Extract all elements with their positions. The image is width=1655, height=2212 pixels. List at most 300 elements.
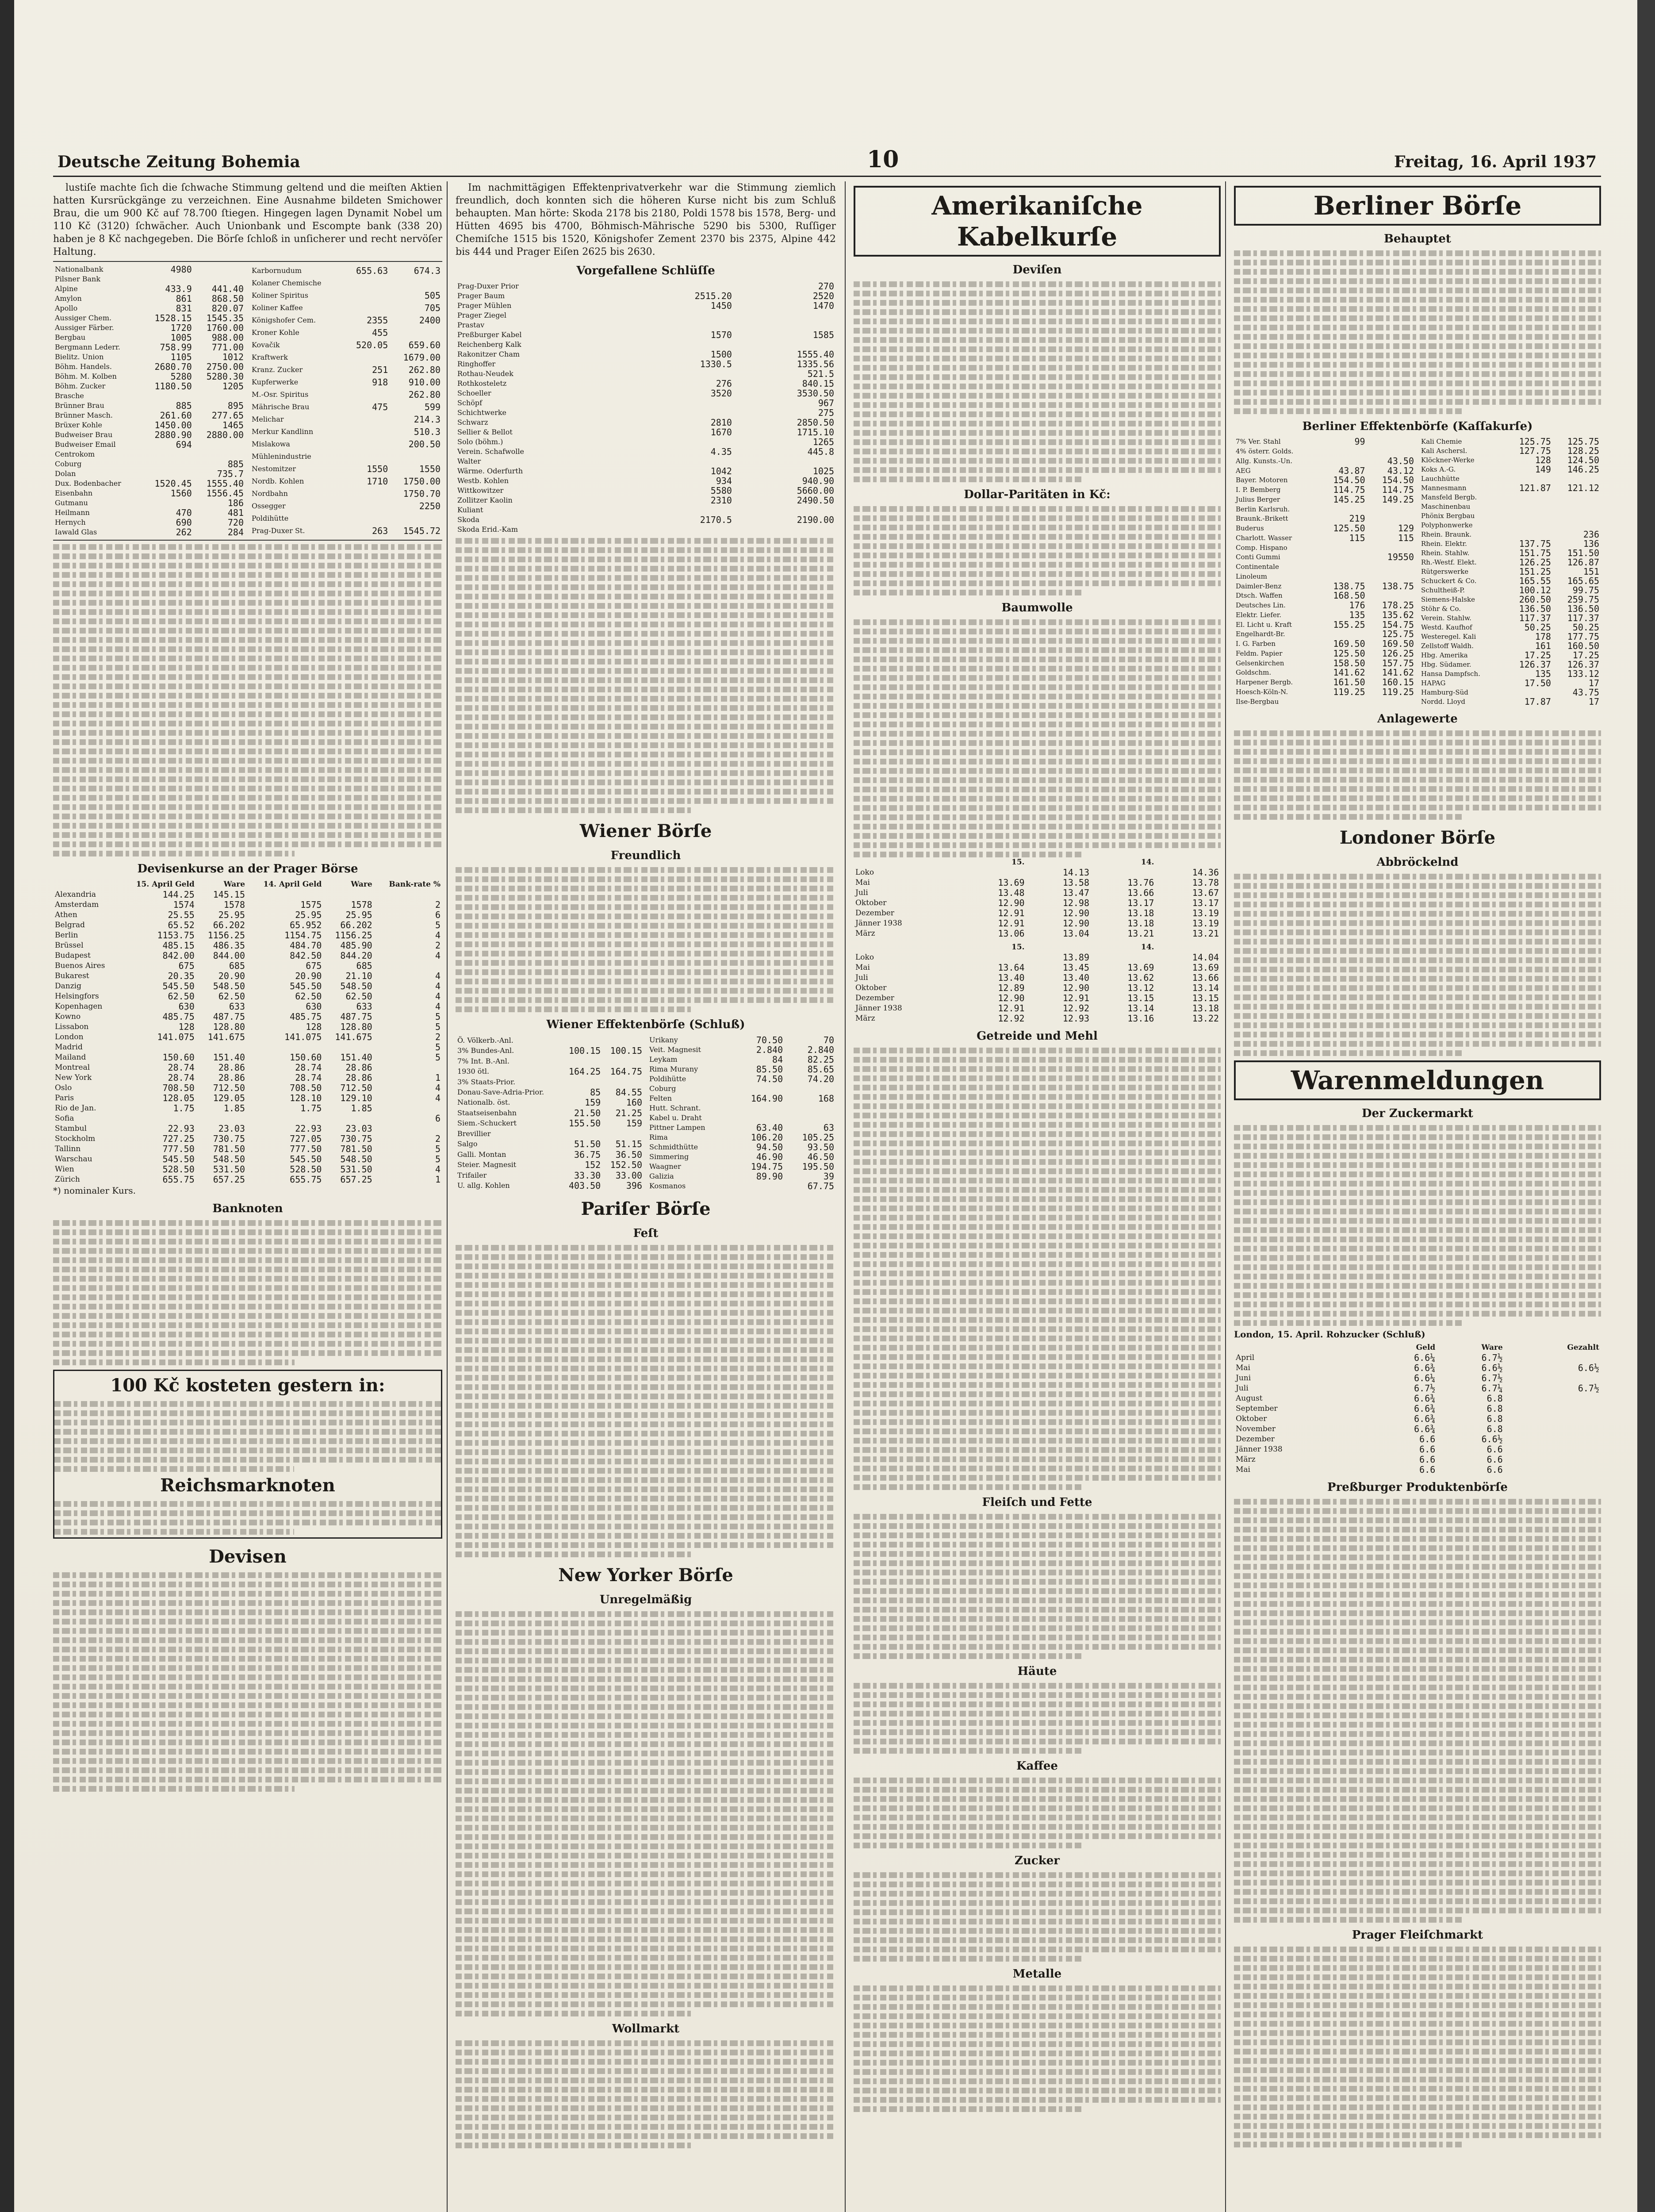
- row-label: August: [1236, 1394, 1263, 1403]
- text-line: [1234, 380, 1601, 386]
- text-line: [1234, 911, 1601, 917]
- row-value: [632, 281, 734, 291]
- nyork-boerse-title: New Yorker Börſe: [558, 1565, 733, 1586]
- baumwolle-no-table: [854, 942, 1221, 1024]
- row-label: HAPAG: [1421, 679, 1446, 687]
- berliner-tables: [1234, 437, 1601, 707]
- text-line: [854, 515, 1221, 521]
- text-line: [854, 1085, 1221, 1091]
- wiener-effekt-title: Wiener Effektenbörſe (Schluß): [546, 1018, 745, 1031]
- row-label: U. allg. Kohlen: [457, 1181, 510, 1190]
- row-value: [1553, 511, 1601, 521]
- row-value: 1520.45: [154, 478, 192, 489]
- row-value: 1: [435, 1174, 441, 1185]
- berliner-table-a: [1234, 437, 1416, 707]
- row-value: [344, 500, 390, 512]
- row-value: 160.15: [1382, 677, 1414, 688]
- row-value: 528.50: [162, 1164, 195, 1175]
- stock-row: [53, 274, 245, 284]
- row-value: [344, 351, 390, 364]
- text-line: [1234, 2104, 1601, 2110]
- row-value: 128: [1535, 455, 1551, 465]
- text-line: [456, 1301, 836, 1306]
- row-value: 4: [435, 971, 441, 981]
- row-value: [142, 469, 194, 479]
- row-value: [194, 274, 245, 284]
- market-report-text: lustiſe machte ſich die ſchwache Stimmung geltend und die meiſten Aktien hatten Kursrückgänge zu verzeichnen. Eine Ausnahme bildeten Smichower Brau, die um 900 Kč auf 78.700 ſtiegen. Hingegen lagen Dynamit Nobel um 110 Kč (3120) ſchwächer. Auch Unionbank und Escompte bank (338 20) haben je 8 Kč nachgegeben. Die Börſe ſchloß in unſicherer und recht nervöſer Haltung.: [53, 182, 442, 257]
- text-line: [854, 525, 1221, 530]
- row-value: 128.10: [290, 1093, 322, 1103]
- row-label: Rothkosteletz: [457, 379, 507, 388]
- text-line: [53, 767, 442, 773]
- row-value: 6.7½: [1481, 1352, 1503, 1363]
- text-line: [1234, 399, 1601, 405]
- row-label: Rütgerswerke: [1421, 568, 1469, 576]
- row-value: 28.74: [168, 1062, 195, 1073]
- text-line: [854, 1833, 1221, 1839]
- row-value: [1318, 447, 1367, 457]
- row-value: 19550: [1387, 552, 1414, 563]
- row-value: 263: [372, 526, 388, 536]
- text-line: [854, 1345, 1221, 1351]
- text-line: [53, 684, 442, 689]
- text-line: [854, 731, 1221, 737]
- text-line: [53, 1674, 442, 1680]
- text-line: [456, 566, 836, 572]
- row-value: 655.75: [290, 1174, 322, 1185]
- row-value: 13.21: [1127, 928, 1154, 939]
- stock-row: [53, 313, 245, 323]
- wiener-table-a: [456, 1035, 644, 1191]
- row-value: 403.50: [568, 1180, 601, 1191]
- text-line: [1234, 1666, 1601, 1672]
- row-value: 13.64: [998, 962, 1025, 973]
- column-header: [854, 857, 962, 868]
- devisen-prague-title: Devisenkurse an der Prager Börse: [137, 862, 358, 876]
- row-value: 545.50: [162, 981, 195, 991]
- text-line: [854, 1701, 1221, 1707]
- text-line: [53, 1656, 442, 1662]
- row-label: New York: [55, 1073, 92, 1082]
- row-value: 6: [435, 1113, 441, 1124]
- row-value: 50.25: [1572, 622, 1599, 633]
- row-label: Jänner 1938: [855, 1004, 902, 1013]
- row-value: 6.6¼: [1414, 1352, 1436, 1363]
- row-value: [344, 388, 390, 401]
- text-line: [1234, 786, 1601, 792]
- row-label: Koliner Kaffee: [252, 303, 303, 312]
- text-line: [53, 804, 442, 810]
- text-line: [854, 842, 1221, 848]
- text-line: [53, 544, 442, 550]
- text-line: [1234, 1582, 1601, 1588]
- row-label: Kraftwerk: [252, 353, 288, 361]
- effekt-row: [1234, 649, 1416, 659]
- row-value: [1318, 543, 1367, 553]
- row-value: [734, 505, 836, 515]
- text-line: [54, 1457, 441, 1463]
- effekt-row: [1419, 660, 1601, 669]
- wiener-tables: [456, 1035, 836, 1191]
- row-label: Waagner: [649, 1162, 681, 1171]
- row-value: 1042: [710, 466, 732, 476]
- wiener-sub: Freundlich: [610, 849, 681, 862]
- text-line: [1234, 740, 1601, 745]
- row-label: Juli: [855, 888, 868, 897]
- text-line: [854, 814, 1221, 820]
- row-value: 12.91: [1062, 993, 1090, 1003]
- text-line: [456, 1983, 836, 1989]
- text-line: [1234, 1638, 1601, 1644]
- row-value: 121.87: [1519, 483, 1551, 493]
- effekt-row: [1234, 504, 1416, 514]
- row-value: 730.75: [213, 1133, 245, 1144]
- row-value: 105.25: [802, 1132, 834, 1143]
- londoner-text: [1234, 874, 1601, 1056]
- row-value: 470: [176, 507, 192, 518]
- text-line: [456, 1356, 836, 1362]
- row-value: 99.75: [1572, 585, 1599, 595]
- text-line: [1234, 1861, 1601, 1867]
- row-value: 2850.50: [797, 417, 834, 428]
- row-value: 13.58: [1062, 877, 1090, 888]
- text-line: [456, 1806, 836, 1812]
- row-value: 146.25: [1567, 464, 1599, 475]
- devisen-row: [53, 971, 442, 981]
- row-value: 655.75: [162, 1174, 195, 1185]
- row-value: 151.40: [213, 1052, 245, 1063]
- text-line: [53, 1304, 442, 1310]
- row-value: [1318, 697, 1367, 707]
- row-value: 62.50: [295, 991, 322, 1002]
- text-line: [456, 2105, 836, 2111]
- text-line: [53, 1248, 442, 1254]
- row-value: 151: [1583, 566, 1599, 577]
- text-line: [456, 1639, 836, 1645]
- text-line: [54, 1401, 441, 1407]
- row-label: Schöpf: [457, 399, 483, 407]
- text-line: [854, 1635, 1221, 1640]
- baumwolle-row: [854, 888, 1221, 898]
- row-value: [561, 1077, 602, 1087]
- text-line: [854, 1373, 1221, 1379]
- text-line: [854, 1419, 1221, 1425]
- row-label: Charlott. Wasser: [1236, 534, 1292, 542]
- row-value: [733, 1181, 785, 1191]
- text-line: [456, 1338, 836, 1344]
- getreide-text: [854, 1048, 1221, 1490]
- row-value: 141.075: [284, 1032, 322, 1042]
- text-line: [456, 876, 836, 882]
- row-value: 777.50: [290, 1144, 322, 1154]
- text-line: [854, 439, 1221, 445]
- text-line: [1234, 1013, 1601, 1019]
- row-value: [632, 311, 734, 320]
- row-value: 135: [1349, 609, 1365, 620]
- text-line: [456, 705, 836, 711]
- row-value: [374, 961, 442, 971]
- row-value: 13.89: [1062, 952, 1090, 963]
- table-header: [1234, 1343, 1601, 1353]
- text-line: [1234, 1041, 1601, 1047]
- zucker-title: Zucker: [1015, 1854, 1060, 1867]
- text-line: [1234, 957, 1601, 963]
- text-line: [456, 807, 691, 813]
- text-line: [1234, 1917, 1462, 1923]
- row-value: [344, 450, 390, 463]
- stock-row: [53, 294, 245, 303]
- row-value: 13.47: [1062, 887, 1090, 898]
- text-line: [854, 1843, 1081, 1848]
- text-line: [854, 1824, 1221, 1830]
- text-line: [456, 1676, 836, 1682]
- text-line: [456, 1741, 836, 1747]
- column-rule: [447, 181, 448, 2212]
- stock-row: [53, 449, 245, 459]
- text-line: [456, 696, 836, 702]
- row-value: 4: [435, 991, 441, 1002]
- stock-row: [250, 364, 442, 376]
- text-line: [854, 1066, 1221, 1072]
- stock-tables: [53, 265, 442, 537]
- stock-row: [53, 352, 245, 362]
- text-line: [1234, 1629, 1601, 1635]
- row-value: 5: [435, 1144, 441, 1154]
- row-label: Veit. Magnesit: [649, 1045, 701, 1054]
- text-line: [1234, 1125, 1601, 1131]
- wiener-row: [456, 1087, 644, 1097]
- row-value: [119, 1042, 196, 1052]
- effekt-row: [1234, 485, 1416, 495]
- text-line: [1234, 1573, 1601, 1579]
- row-value: [344, 488, 390, 500]
- row-label: Urikany: [649, 1036, 678, 1044]
- text-line: [1234, 2132, 1601, 2138]
- text-line: [854, 319, 1221, 324]
- row-label: Dtsch. Waffen: [1236, 591, 1283, 600]
- baumwolle-row: [854, 898, 1221, 908]
- text-line: [53, 1341, 442, 1347]
- row-value: 4.35: [710, 446, 732, 457]
- row-label: Kolaner Chemische: [252, 279, 322, 287]
- text-line: [456, 1477, 836, 1483]
- row-value: 186: [227, 498, 244, 508]
- row-label: Nordb. Kohlen: [252, 477, 304, 485]
- column-rule: [1225, 181, 1226, 2212]
- row-value: 777.50: [162, 1144, 195, 1154]
- kc-title: 100 Kč kosteten gestern in:: [110, 1375, 385, 1396]
- row-value: [785, 1103, 836, 1113]
- text-line: [456, 1496, 836, 1502]
- row-label: Rhein. Stahlw.: [1421, 549, 1470, 557]
- text-line: [1234, 1824, 1601, 1830]
- text-line: [53, 1758, 442, 1764]
- row-value: 145.15: [213, 889, 245, 900]
- row-value: 28.86: [218, 1062, 245, 1073]
- text-line: [456, 923, 836, 929]
- row-value: 6.6¾: [1414, 1393, 1436, 1404]
- text-line: [854, 647, 1221, 653]
- text-line: [456, 1927, 836, 1933]
- effekt-row: [1419, 539, 1601, 549]
- text-line: [53, 618, 442, 624]
- text-line: [854, 393, 1221, 399]
- row-value: 1556.45: [206, 488, 244, 499]
- row-label: Simmering: [649, 1152, 689, 1161]
- newspaper-name: Deutsche Zeitung Bohemia: [57, 153, 300, 171]
- stock-row: [250, 438, 442, 450]
- nachmittag-text: Im nachmittägigen Effektenprivatverkehr war die Stimmung ziemlich freundlich, doch konnten sich die höheren Kurse nicht bis zum Schluß behaupten. Man hörte: Skoda 2178 bis 2180, Poldi 1578 bis 1578, Berg- und Hütten 4695 bis 4700, Böhmisch-Mährische 5290 bis 5300, Ruſſiger Chemiſche 1515 bis 1520, Königshofer Zement 2370 bis 2375, Alpine 442 bis 444 und Prager Eiſen 2625 bis 2630.: [456, 182, 836, 257]
- row-value: 13.16: [1127, 1013, 1154, 1024]
- text-line: [54, 1501, 441, 1507]
- row-value: 65.52: [168, 920, 195, 930]
- row-value: 633: [356, 1001, 372, 1012]
- row-value: 13.12: [1127, 983, 1154, 993]
- text-line: [1234, 1302, 1601, 1307]
- rohzucker-row: [1234, 1363, 1601, 1373]
- text-line: [1234, 353, 1601, 358]
- stock-row: [456, 427, 836, 437]
- text-line: [1234, 1162, 1601, 1168]
- text-line: [456, 1505, 836, 1511]
- row-label: Coburg: [55, 460, 82, 468]
- row-label: Amsterdam: [55, 900, 99, 909]
- dollar-paritaeten-title: Dollar-Paritäten in Kč:: [964, 488, 1111, 501]
- row-label: Goldschm.: [1236, 668, 1272, 677]
- row-value: 2880.90: [154, 430, 192, 440]
- text-line: [53, 1647, 442, 1652]
- text-line: [1234, 1153, 1601, 1159]
- row-value: 262.80: [408, 389, 441, 400]
- stock-row: [53, 411, 245, 420]
- row-value: 275: [818, 407, 834, 418]
- row-value: 2490.50: [797, 495, 834, 506]
- text-line: [1234, 1647, 1601, 1653]
- text-line: [854, 824, 1221, 830]
- baumwolle-row: [854, 868, 1221, 878]
- stock-row: [53, 518, 245, 527]
- stock-row: [456, 311, 836, 320]
- text-line: [1234, 1032, 1601, 1037]
- text-line: [1234, 985, 1601, 991]
- stock-row: [53, 342, 245, 352]
- row-value: 62.50: [345, 991, 372, 1002]
- effekt-row: [1234, 687, 1416, 697]
- text-line: [456, 1263, 836, 1269]
- row-value: 169.50: [1382, 638, 1414, 649]
- row-value: 126.37: [1519, 659, 1551, 670]
- row-value: [1318, 572, 1367, 582]
- text-line: [1234, 1703, 1601, 1709]
- devisen-row: [53, 1083, 442, 1093]
- stock-row: [53, 508, 245, 518]
- row-value: 152.50: [610, 1160, 642, 1171]
- text-line: [456, 1533, 836, 1539]
- wiener-row: [647, 1171, 836, 1181]
- text-line: [1234, 2123, 1601, 2129]
- rohzucker-row: [1234, 1373, 1601, 1383]
- text-line: [1234, 278, 1601, 284]
- kabel-devisen-text: [854, 281, 1221, 482]
- row-label: M.-Osr. Spiritus: [252, 390, 309, 399]
- row-value: 21.10: [345, 971, 372, 981]
- column-header: Ware: [1481, 1343, 1503, 1352]
- text-line: [456, 1006, 691, 1012]
- row-value: [632, 525, 734, 534]
- text-line: [854, 1317, 1221, 1323]
- row-label: Engelhardt-Br.: [1236, 630, 1285, 638]
- effekt-row: [1234, 524, 1416, 534]
- row-value: 967: [818, 398, 834, 408]
- row-value: 940.90: [802, 476, 834, 486]
- row-value: 1555.40: [206, 478, 244, 489]
- row-label: Wittkowitzer: [457, 486, 504, 495]
- row-value: [142, 274, 194, 284]
- effekt-row: [1234, 581, 1416, 591]
- text-line: [854, 722, 1221, 727]
- text-line: [1234, 325, 1601, 330]
- row-value: 13.06: [998, 928, 1025, 939]
- row-value: 178: [1535, 631, 1551, 642]
- row-value: 50.25: [1524, 622, 1551, 633]
- text-line: [456, 867, 836, 873]
- wiener-row: [647, 1152, 836, 1162]
- row-label: Oktober: [1236, 1414, 1267, 1423]
- haeute-text: [854, 1683, 1221, 1754]
- effekt-row: [1234, 476, 1416, 485]
- row-label: Prag-Duxer St.: [252, 526, 305, 535]
- row-value: 4: [435, 1164, 441, 1175]
- row-value: 66.202: [340, 920, 372, 930]
- row-label: Rakonitzer Cham: [457, 350, 520, 358]
- text-line: [854, 1141, 1221, 1146]
- stock-row: [250, 401, 442, 413]
- row-value: 1555.40: [797, 349, 834, 360]
- text-line: [456, 979, 836, 984]
- row-value: 548.50: [213, 981, 245, 991]
- table-header: [53, 879, 442, 890]
- row-label: Ilse-Bergbau: [1236, 697, 1279, 706]
- row-value: 106.20: [751, 1132, 783, 1143]
- row-value: 2.840: [807, 1045, 834, 1055]
- text-line: [53, 1721, 442, 1727]
- text-line: [854, 2032, 1221, 2038]
- text-line: [854, 1532, 1221, 1538]
- text-line: [1234, 768, 1601, 773]
- row-value: [142, 498, 194, 508]
- row-value: 219: [1349, 513, 1365, 524]
- text-line: [1234, 1171, 1601, 1177]
- divider: [53, 540, 442, 541]
- text-line: [456, 1788, 836, 1793]
- rohzucker-row: [1234, 1394, 1601, 1404]
- row-value: 521.5: [807, 369, 834, 379]
- row-value: 1153.75: [157, 930, 195, 941]
- text-line: [1234, 1527, 1601, 1532]
- baumwolle-row: [854, 918, 1221, 929]
- row-label: Elektr. Liefer.: [1236, 611, 1282, 619]
- row-label: Ringhoffer: [457, 360, 496, 368]
- effekt-row: [1419, 567, 1601, 576]
- row-value: 441.40: [211, 284, 244, 294]
- row-label: Wärme. Oderfurth: [457, 467, 523, 475]
- row-value: [119, 1114, 196, 1124]
- row-value: 3530.50: [797, 388, 834, 399]
- row-value: [733, 1103, 785, 1113]
- wiener-row: [456, 1056, 644, 1066]
- row-value: [374, 1063, 442, 1073]
- text-line: [854, 1514, 1221, 1520]
